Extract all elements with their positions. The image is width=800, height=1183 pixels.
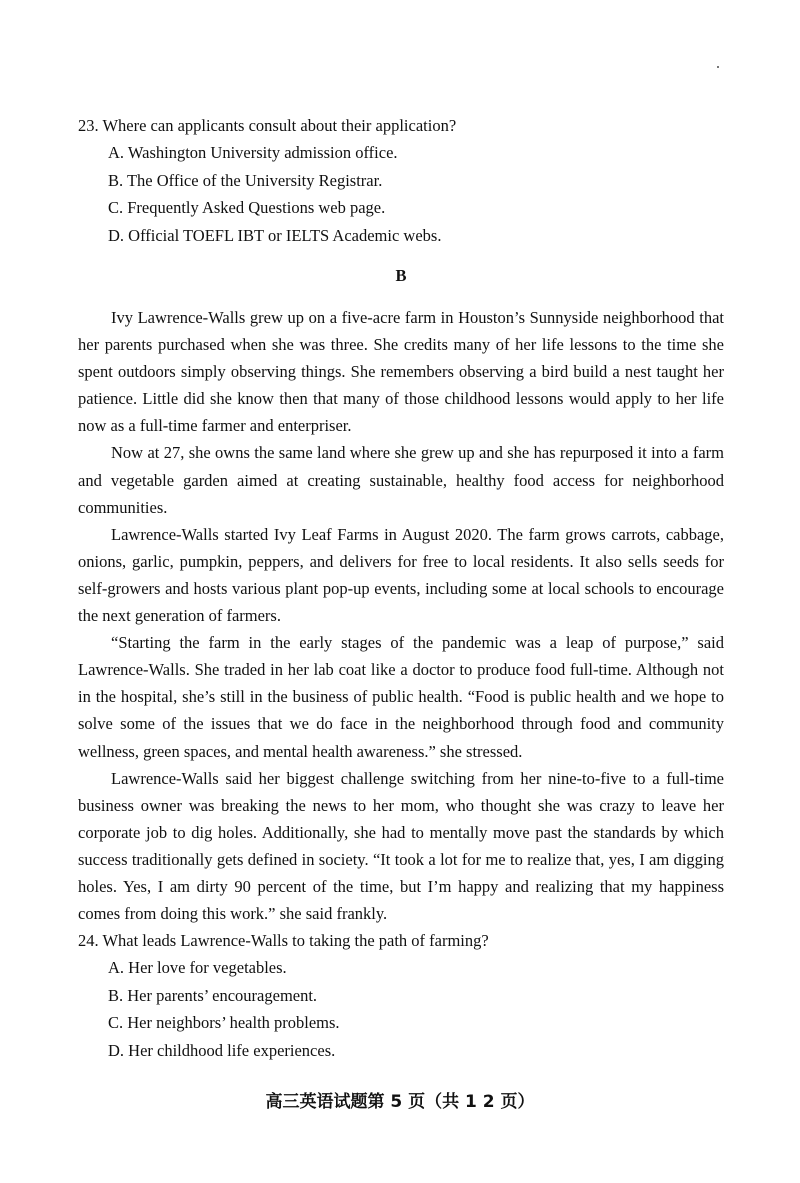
q24-option-a: A. Her love for vegetables. [108,958,287,978]
q24-option-c: C. Her neighbors’ health problems. [108,1013,340,1033]
question-24: 24. What leads Lawrence-Walls to taking the path of farming? [78,931,489,951]
passage-paragraph-4: “Starting the farm in the early stages of the pandemic was a leap of purpose,” said Lawrence-Walls. She traded in her lab coat like a doctor to produce food full-time. Although not in the hospital, she’s still in the business of public health. “Food is public health and we hope to solve some of the issues that we do face in the neighborhood through food and community wellness, green spaces, and mental health awareness.” she stressed. [78,633,724,761]
passage-paragraph-2: Now at 27, she owns the same land where she grew up and she has repurposed it into a farm and vegetable garden aimed at creating sustainable, healthy food access for neighborhood communities. [78,443,724,517]
page-footer: 高三英语试题第 5 页（共 1 2 页） [265,1092,535,1112]
q24-option-d: D. Her childhood life experiences. [108,1040,336,1060]
passage-paragraph-1: Ivy Lawrence-Walls grew up on a five-acre farm in Houston’s Sunnyside neighborhood that her parents purchased when she was three. She credits many of her life lessons to the time she spent outdoors simply observing things. She remembers observing a bird build a nest taught her patience. Little did she know then that many of those childhood lessons would apply to her life now as a full-time farmer and enterpriser. [78,308,724,436]
scan-speck [717,66,719,68]
question-23: 23. Where can applicants consult about their application? [78,116,457,135]
passage-paragraph-5: Lawrence-Walls said her biggest challenge switching from her nine-to-five to a full-time business owner was breaking the news to her mom, who thought she was crazy to leave her corporate job to dig holes. Additionally, she had to mentally move past the standards by which success traditionally gets defined in society. “It took a lot for me to realize that, yes, I am digging holes. Yes, I am dirty 90 percent of the time, but I’m happy and realizing that my happiness comes from doing this work.” she said frankly. [78,768,724,924]
q23-option-a: A. Washington University admission office. [108,143,398,162]
q23-option-b: B. The Office of the University Registrar. [108,170,383,190]
passage-paragraph-3: Lawrence-Walls started Ivy Leaf Farms in August 2020. The farm grows carrots, cabbage, onions, garlic, pumpkin, peppers, and delivers for free to local residents. It also sells seeds for self-growers and hosts various plant pop-up events, including some at local schools to encourage the next generation of farmers. [78,524,724,626]
q23-option-c: C. Frequently Asked Questions web page. [108,198,386,217]
q24-option-b: B. Her parents’ encouragement. [108,985,318,1005]
q23-option-d: D. Official TOEFL IBT or IELTS Academic webs. [108,225,442,245]
exam-page [78,112,724,1064]
section-label: B [395,266,407,285]
